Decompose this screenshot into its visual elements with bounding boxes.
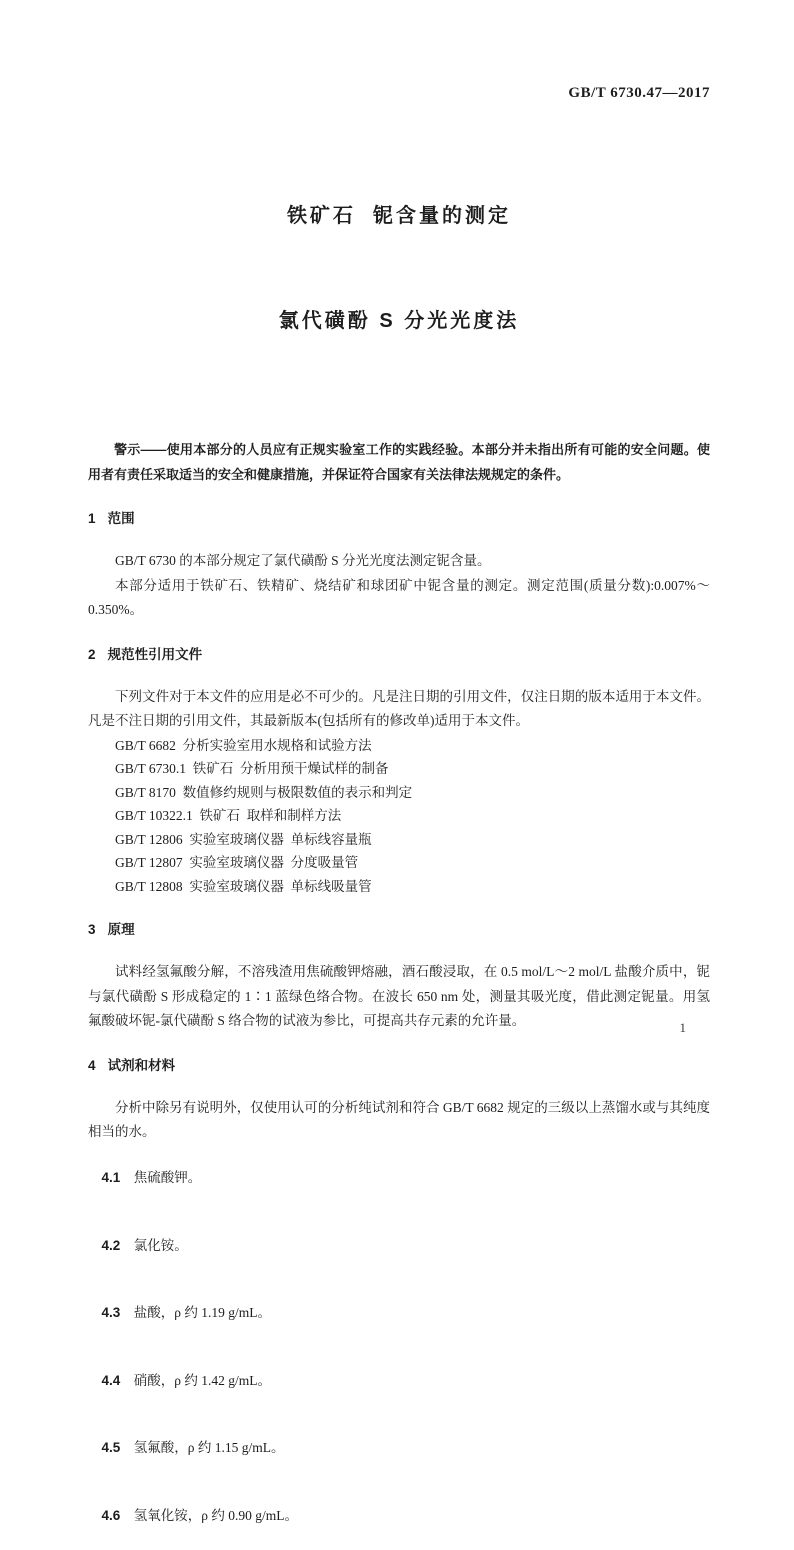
warning-paragraph: 警示——使用本部分的人员应有正规实验室工作的实践经验。本部分并未指出所有可能的安全问题。使用者有责任采取适当的安全和健康措施，并保证符合国家有关法律法规规定的条件。 <box>88 442 710 482</box>
spacer <box>88 1086 710 1096</box>
reagent-item-text: 焦硫酸钾。 <box>133 1170 202 1185</box>
reagent-item-number: 4.3 <box>101 1305 121 1320</box>
section-4-heading <box>88 1056 710 1076</box>
reagent-item-number: 4.5 <box>101 1440 121 1455</box>
reagent-item <box>88 1280 710 1348</box>
section-3-number: 3 <box>88 922 96 937</box>
section-4-label: 试剂和材料 <box>107 1057 176 1073</box>
section-3-heading <box>88 920 710 940</box>
reference-item: GB/T 6730.1 铁矿石 分析用预干燥试样的制备 <box>115 761 389 776</box>
section-2-heading <box>88 645 710 665</box>
reference-item: GB/T 12806 实验室玻璃仪器 单标线容量瓶 <box>115 831 372 847</box>
reference-item: GB/T 6682 分析实验室用水规格和试验方法 <box>115 737 372 753</box>
reagent-item-text: 硝酸，ρ 约 1.42 g/mL。 <box>133 1372 272 1388</box>
reagent-item-number: 4.4 <box>101 1372 121 1388</box>
reagent-item-text: 盐酸，ρ 约 1.19 g/mL。 <box>133 1305 272 1320</box>
reagent-item-text: 氢氧化铵，ρ 约 0.90 g/mL。 <box>133 1507 299 1523</box>
reference-item: GB/T 12807 实验室玻璃仪器 分度吸量管 <box>115 855 359 870</box>
reagent-item <box>88 1482 710 1550</box>
reagent-item-number: 4.1 <box>101 1170 121 1185</box>
reagent-item-text: 氯化铵。 <box>133 1237 188 1253</box>
title-line-1: 铁矿石 铌含量的测定 <box>286 205 512 227</box>
spacer <box>88 950 710 960</box>
reference-item: GB/T 10322.1 铁矿石 取样和制样方法 <box>115 808 342 823</box>
section-4-number: 4 <box>88 1057 96 1073</box>
title-line-2: 氯代磺酚 S 分光光度法 <box>278 310 520 332</box>
section-1-label: 范围 <box>107 511 135 526</box>
section-3-paragraph-1: 试料经氢氟酸分解，不溶残渣用焦硫酸钾熔融，酒石酸浸取，在 0.5 mol/L～2 mol/L 盐酸介质中，铌与氯代磺酚 S 形成稳定的 1∶1 蓝绿色络合物。在波长 650 nm 处，测量其吸光度，借此测定铌量。用氢氟酸破坏铌-氯代磺酚 S 络合物的试液为参比，可提高共存元素的允许量。 <box>88 964 710 1028</box>
section-1-paragraph-1: GB/T 6730 的本部分规定了氯代磺酚 S 分光光度法测定铌含量。 <box>115 553 491 568</box>
section-3-label: 原理 <box>107 922 135 937</box>
spacer <box>88 539 710 549</box>
reagent-item <box>88 1212 710 1280</box>
section-2-paragraph-1: 下列文件对于本文件的应用是必不可少的。凡是注日期的引用文件，仅注日期的版本适用于本文件。凡是不注日期的引用文件，其最新版本(包括所有的修改单)适用于本文件。 <box>88 688 710 728</box>
spacer <box>88 675 710 685</box>
section-1-paragraph-2: 本部分适用于铁矿石、铁精矿、烧结矿和球团矿中铌含量的测定。测定范围(质量分数):0.007%～0.350%。 <box>88 577 710 617</box>
reagent-item <box>88 1145 710 1213</box>
document-title <box>88 129 710 409</box>
standard-number: GB/T 6730.47—2017 <box>568 85 710 101</box>
section-1-heading <box>88 509 710 529</box>
reagent-item-text: 氢氟酸，ρ 约 1.15 g/mL。 <box>133 1440 285 1455</box>
section-4-paragraph-1: 分析中除另有说明外，仅使用认可的分析纯试剂和符合 GB/T 6682 规定的三级以上蒸馏水或与其纯度相当的水。 <box>88 1099 710 1139</box>
reagent-item-number: 4.6 <box>101 1507 121 1523</box>
reagent-item-number: 4.2 <box>101 1237 121 1253</box>
page-number: 1 <box>679 1020 686 1035</box>
reagent-item <box>88 1347 710 1415</box>
reference-item: GB/T 12808 实验室玻璃仪器 单标线吸量管 <box>115 878 372 894</box>
section-2-label: 规范性引用文件 <box>107 646 203 662</box>
reference-item: GB/T 8170 数值修约规则与极限数值的表示和判定 <box>115 784 413 800</box>
section-2-number: 2 <box>88 646 96 662</box>
reagent-item <box>88 1415 710 1483</box>
section-1-number: 1 <box>88 511 96 526</box>
